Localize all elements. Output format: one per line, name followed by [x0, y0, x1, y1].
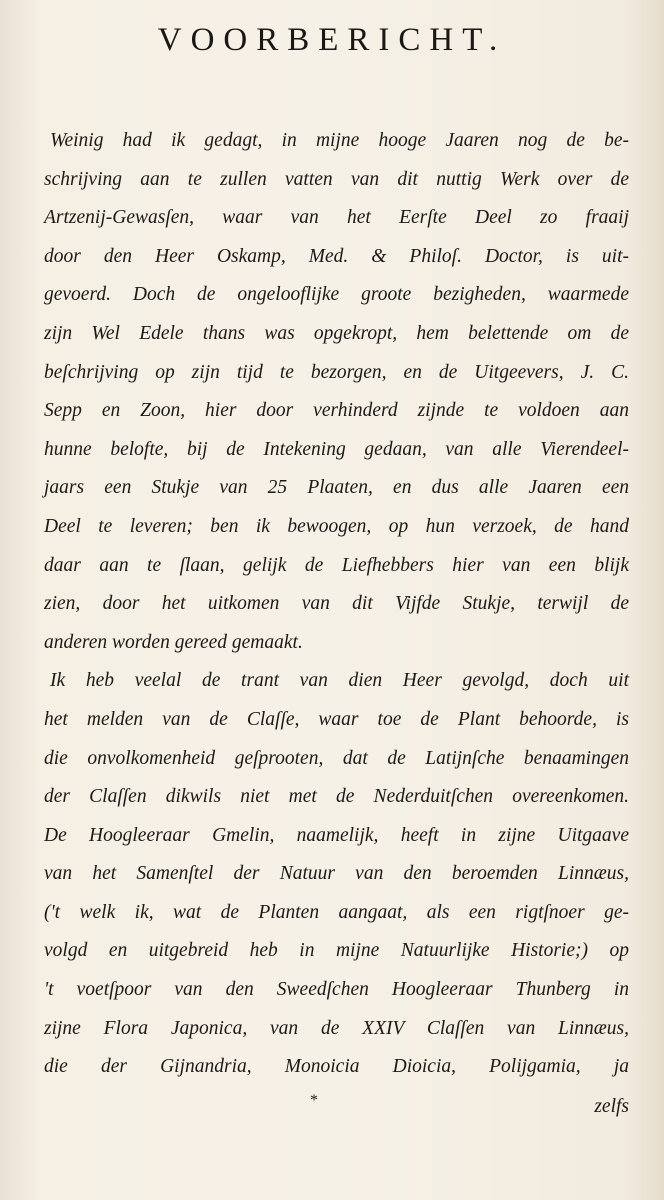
text-line: hunne belofte, bij de Intekening gedaan, van alle Vierendeel-	[44, 438, 629, 460]
page-title: VOORBERICHT.	[157, 22, 507, 58]
text-line: van het Samenſtel der Natuur van den beroemden Linnæus,	[44, 863, 629, 885]
text-line: volgd en uitgebreid heb in mijne Natuurlijke Historie;) op	[44, 940, 629, 962]
text-line: gevoerd. Doch de ongelooflijke groote bezigheden, waarmede	[44, 284, 629, 306]
text-line: 't voetſpoor van den Sweedſchen Hoogleeraar Thunberg in	[44, 979, 629, 1001]
page-footer	[44, 1092, 629, 1128]
paragraph-2	[44, 662, 629, 1087]
text-line: zijn Wel Edele thans was opgekropt, hem belettende om de	[44, 322, 629, 344]
text-line: ('t welk ik, wat de Planten aangaat, als een rigtſnoer ge-	[44, 901, 629, 923]
catchword: zelfs	[594, 1096, 629, 1117]
text-line: zien, door het uitkomen van dit Vijfde Stukje, terwijl de	[44, 593, 629, 615]
text-line: der Claſſen dikwils niet met de Nederduitſchen overeenkomen.	[44, 786, 629, 808]
text-line: jaars een Stukje van 25 Plaaten, en dus alle Jaaren een	[44, 477, 629, 499]
text-line: anderen worden gereed gemaakt.	[44, 631, 303, 653]
text-line: het melden van de Claſſe, waar toe de Plant behoorde, is	[44, 708, 629, 730]
body-text	[44, 122, 629, 1087]
text-line: De Hoogleeraar Gmelin, naamelijk, heeft in zijne Uitgaave	[44, 824, 629, 846]
text-line: Sepp en Zoon, hier door verhinderd zijnde te voldoen aan	[44, 400, 629, 422]
text-line: schrijving aan te zullen vatten van dit nuttig Werk over de	[44, 168, 629, 190]
text-line: Weinig had ik gedagt, in mijne hooge Jaaren nog de be-	[50, 130, 629, 151]
text-line: Deel te leveren; ben ik bewoogen, op hun verzoek, de hand	[44, 515, 629, 537]
text-line: door den Heer Oskamp, Med. & Philoſ. Doctor, is uit-	[44, 245, 629, 267]
text-line: zijne Flora Japonica, van de XXIV Claſſen van Linnæus,	[44, 1017, 629, 1039]
text-line: Ik heb veelal de trant van dien Heer gevolgd, doch uit	[50, 670, 629, 692]
text-line: daar aan te ſlaan, gelijk de Liefhebbers hier van een blijk	[44, 554, 629, 576]
text-line: die onvolkomenheid geſprooten, dat de Latijnſche benaamingen	[44, 747, 629, 769]
text-line: beſchrijving op zijn tijd te bezorgen, en de Uitgeevers, J. C.	[44, 361, 629, 383]
paragraph-1	[44, 122, 629, 662]
signature-mark: *	[310, 1092, 318, 1109]
text-line: Artzenij-Gewasſen, waar van het Eerſte Deel zo fraaij	[44, 207, 629, 229]
text-line: die der Gijnandria, Monoicia Dioicia, Polijgamia, ja	[44, 1056, 629, 1078]
